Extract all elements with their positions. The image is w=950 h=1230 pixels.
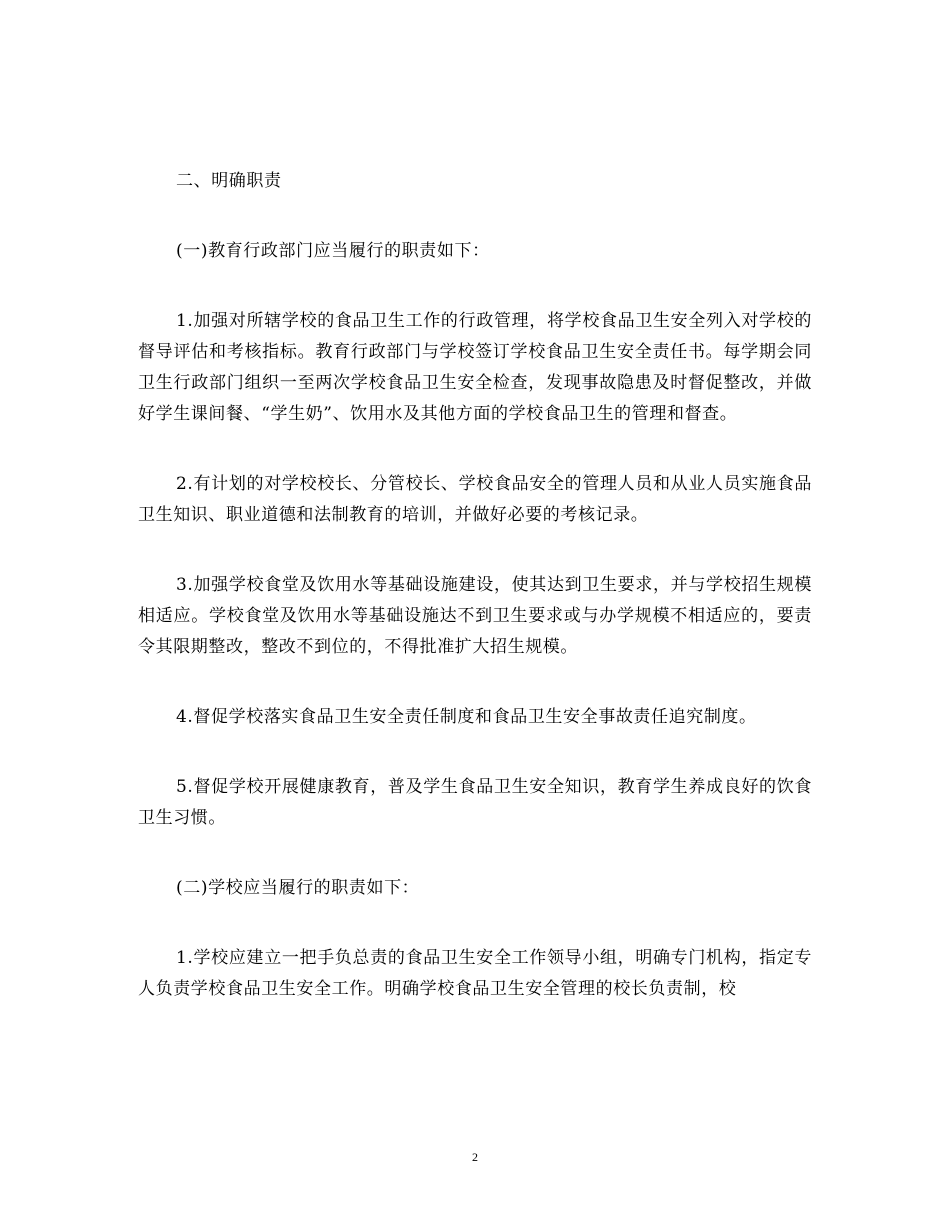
paragraph-edu-item-4: 4.督促学校落实食品卫生安全责任制度和食品卫生安全事故责任追究制度。 [176,707,757,727]
document-body [138,166,812,1005]
paragraph-edu-item-5: 5.督促学校开展健康教育，普及学生食品卫生安全知识，教育学生养成良好的饮食卫生习惯。 [138,777,812,828]
section-heading: 二、明确职责 [176,171,282,191]
paragraph-school-item-1: 1.学校应建立一把手负总责的食品卫生安全工作领导小组，明确专门机构，指定专人负责学校食品卫生安全工作。明确学校食品卫生安全管理的校长负责制，校 [138,948,812,999]
paragraph-edu-item-1: 1.加强对所辖学校的食品卫生工作的行政管理，将学校食品卫生安全列入对学校的督导评估和考核指标。教育行政部门与学校签订学校食品卫生安全责任书。每学期会同卫生行政部门组织一至两次学校食品卫生安全检查，发现事故隐患及时督促整改，并做好学生课间餐、“学生奶”、饮用水及其他方面的学校食品卫生的管理和督查。 [138,311,812,424]
subsection-heading-education-departments: (一)教育行政部门应当履行的职责如下： [176,241,490,261]
subsection-heading-schools: (二)学校应当履行的职责如下： [176,878,420,898]
paragraph-edu-item-3: 3.加强学校食堂及饮用水等基础设施建设，使其达到卫生要求，并与学校招生规模相适应。学校食堂及饮用水等基础设施达不到卫生要求或与办学规模不相适应的，要责令其限期整改，整改不到位的，不得批准扩大招生规模。 [138,575,812,657]
page-number: 2 [472,1150,478,1164]
paragraph-edu-item-2: 2.有计划的对学校校长、分管校长、学校食品安全的管理人员和从业人员实施食品卫生知识、职业道德和法制教育的培训，并做好必要的考核记录。 [138,474,812,525]
